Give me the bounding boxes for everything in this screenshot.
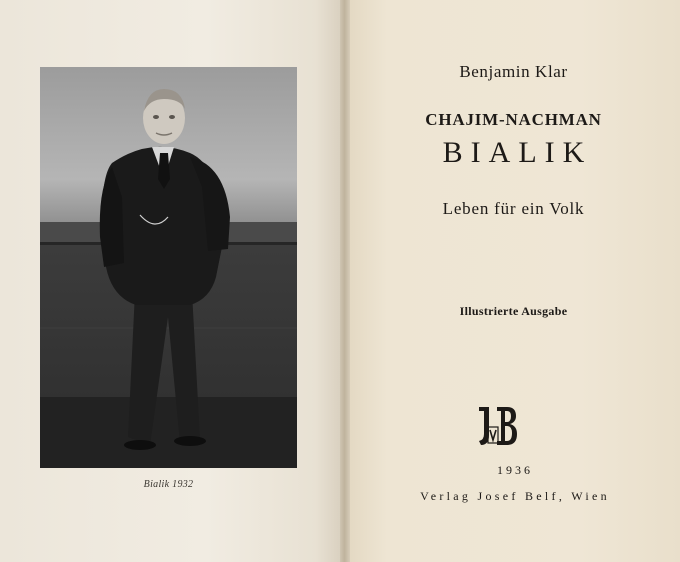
author-name: Benjamin Klar xyxy=(459,62,568,81)
publisher-logo-icon xyxy=(475,405,519,451)
portrait-photo xyxy=(40,67,297,468)
publication-year: 1936 xyxy=(497,463,533,477)
photo-caption: Bialik 1932 xyxy=(143,479,194,490)
portrait-figure xyxy=(40,67,297,468)
book-title-line2: BIALIK xyxy=(442,136,593,169)
edition-note: Illustrierte Ausgabe xyxy=(459,304,568,318)
book-subtitle: Leben für ein Volk xyxy=(442,199,585,218)
book-title-line1: CHAJIM-NACHMAN xyxy=(425,110,602,129)
publisher-name: Verlag Josef Belf, Wien xyxy=(420,489,610,503)
